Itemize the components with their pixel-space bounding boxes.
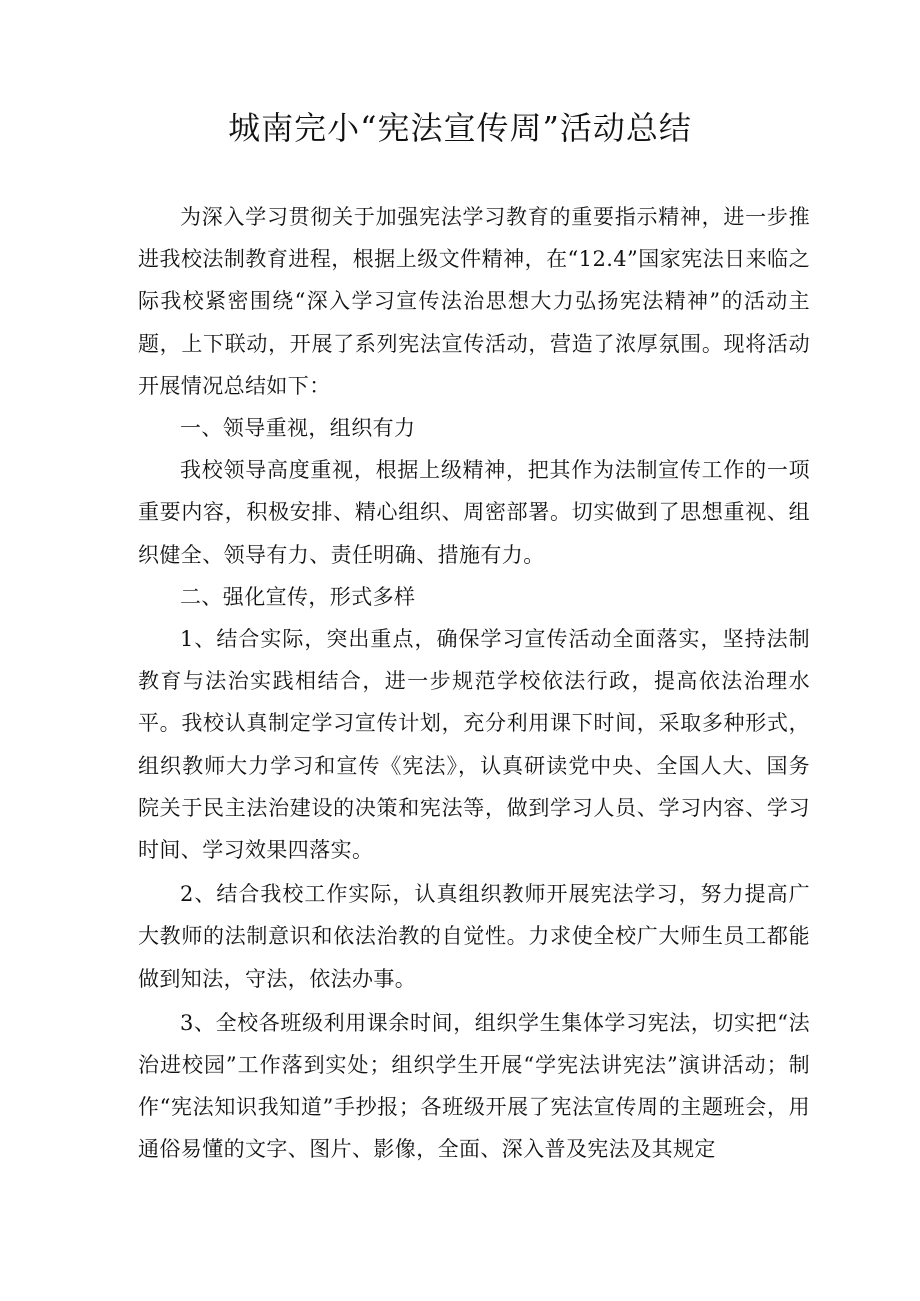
- publicity-item-1: 1、结合实际，突出重点，确保学习宣传活动全面落实，坚持法制教育与法治实践相结合，进一步规范学校依法行政，提高依法治理水平。我校认真制定学习宣传计划，充分利用课下时间，采取多种形式，组织教师大力学习和宣传《宪法》，认真研读党中央、全国人大、国务院关于民主法治建设的决策和宪法等，做到学习人员、学习内容、学习时间、学习效果四落实。: [138, 627, 810, 863]
- document-title: 城南完小“宪法宣传周”活动总结: [228, 109, 692, 147]
- publicity-item-2: 2、结合我校工作实际，认真组织教师开展宪法学习，努力提高广大教师的法制意识和依法治教的自觉性。力求使全校广大师生员工都能做到知法，守法，依法办事。: [138, 882, 810, 991]
- document-body: [138, 196, 810, 1171]
- leadership-paragraph: 我校领导高度重视，根据上级精神，把其作为法制宣传工作的一项重要内容，积极安排、精心组织、周密部署。切实做到了思想重视、组织健全、领导有力、责任明确、措施有力。: [138, 458, 810, 567]
- section-heading-publicity: 二、强化宣传，形式多样: [180, 584, 416, 609]
- section-heading-leadership: 一、领导重视，组织有力: [180, 416, 416, 441]
- publicity-item-3: 3、全校各班级利用课余时间，组织学生集体学习宪法，切实把“法治进校园”工作落到实处；组织学生开展“学宪法讲宪法”演讲活动；制作“宪法知识我知道”手抄报；各班级开展了宪法宣传周的主题班会，用通俗易懂的文字、图片、影像，全面、深入普及宪法及其规定: [138, 1010, 810, 1162]
- intro-paragraph: 为深入学习贯彻关于加强宪法学习教育的重要指示精神，进一步推进我校法制教育进程，根据上级文件精神，在“12.4”国家宪法日来临之际我校紧密围绕“深入学习宣传法治思想大力弘扬宪法精神”的活动主题，上下联动，开展了系列宪法宣传活动，营造了浓厚氛围。现将活动开展情况总结如下：: [138, 205, 810, 398]
